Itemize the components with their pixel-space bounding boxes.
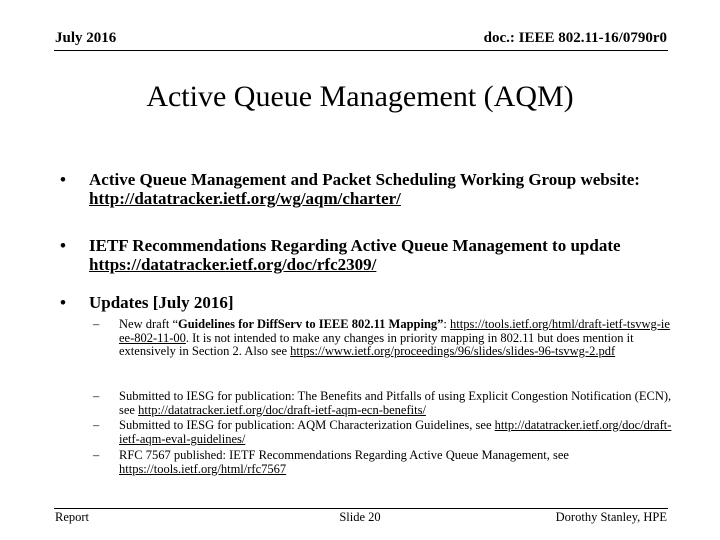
subitem-diffserv-draft <box>93 318 673 359</box>
footer-report: Report <box>55 510 90 524</box>
header-rule <box>54 50 668 51</box>
bullet-ietf-recommendations <box>60 236 680 274</box>
slide-title: Active Queue Management (AQM) <box>146 80 574 113</box>
header-date: July 2016 <box>55 30 117 46</box>
aqm-charter-link[interactable]: http://datatracker.ietf.org/wg/aqm/charter/ <box>89 189 401 208</box>
subitem-marker: – <box>93 317 100 331</box>
diffserv-draft-link[interactable]: https://tools.ietf.org/html/draft-ietf-tsvwg-ieee-802-11-00 <box>119 317 670 345</box>
bullet-text: Updates [July 2016] <box>89 293 234 312</box>
rfc2309-link[interactable]: https://datatracker.ietf.org/doc/rfc2309/ <box>89 255 377 274</box>
subitem-text: . It is not intended to make any changes in priority mapping in 802.11 but does mention it extensively in Section 2. Also see <box>119 330 634 359</box>
bullet-aqm-working-group <box>60 170 680 208</box>
draft-title: Guidelines for DiffServ to IEEE 802.11 Mapping” <box>178 317 444 331</box>
subitem-text: New draft “ <box>119 317 178 331</box>
subitem-text: Submitted to IESG for publication: The Benefits and Pitfalls of using Explicit Congestion Notification (ECN), see <box>119 389 672 417</box>
subitem-text: : <box>443 317 451 331</box>
subitem-aqm-characterization <box>93 419 673 446</box>
bullet-text: IETF Recommendations Regarding Active Queue Management to update <box>89 236 621 255</box>
footer-slide-number: Slide 20 <box>339 510 381 524</box>
rfc7567-link[interactable]: https://tools.ietf.org/html/rfc7567 <box>119 461 287 476</box>
bullet-updates <box>60 293 680 312</box>
header-doc-id: doc.: IEEE 802.11-16/0790r0 <box>483 30 667 46</box>
aqm-eval-guidelines-link[interactable]: http://datatracker.ietf.org/doc/draft-ietf-aqm-eval-guidelines/ <box>119 418 672 446</box>
subitem-marker: – <box>93 448 100 462</box>
subitem-text: Submitted to IESG for publication: AQM Characterization Guidelines, see <box>119 418 495 432</box>
subitem-marker: – <box>93 418 100 432</box>
footer-author: Dorothy Stanley, HPE <box>555 510 667 524</box>
subitem-rfc7567 <box>93 449 673 476</box>
tsvwg-slides-link[interactable]: https://www.ietf.org/proceedings/96/slides/slides-96-tsvwg-2.pdf <box>290 344 616 359</box>
ecn-benefits-link[interactable]: http://datatracker.ietf.org/doc/draft-ietf-aqm-ecn-benefits/ <box>138 402 426 417</box>
bullet-marker: • <box>60 170 66 189</box>
subitem-text: RFC 7567 published: IETF Recommendations Regarding Active Queue Management, see <box>119 448 569 462</box>
bullet-marker: • <box>60 236 66 255</box>
footer-rule <box>54 508 668 509</box>
subitem-ecn-benefits <box>93 390 673 417</box>
bullet-text: Active Queue Management and Packet Scheduling Working Group website: <box>89 170 640 189</box>
subitem-marker: – <box>93 389 100 403</box>
bullet-marker: • <box>60 293 66 312</box>
